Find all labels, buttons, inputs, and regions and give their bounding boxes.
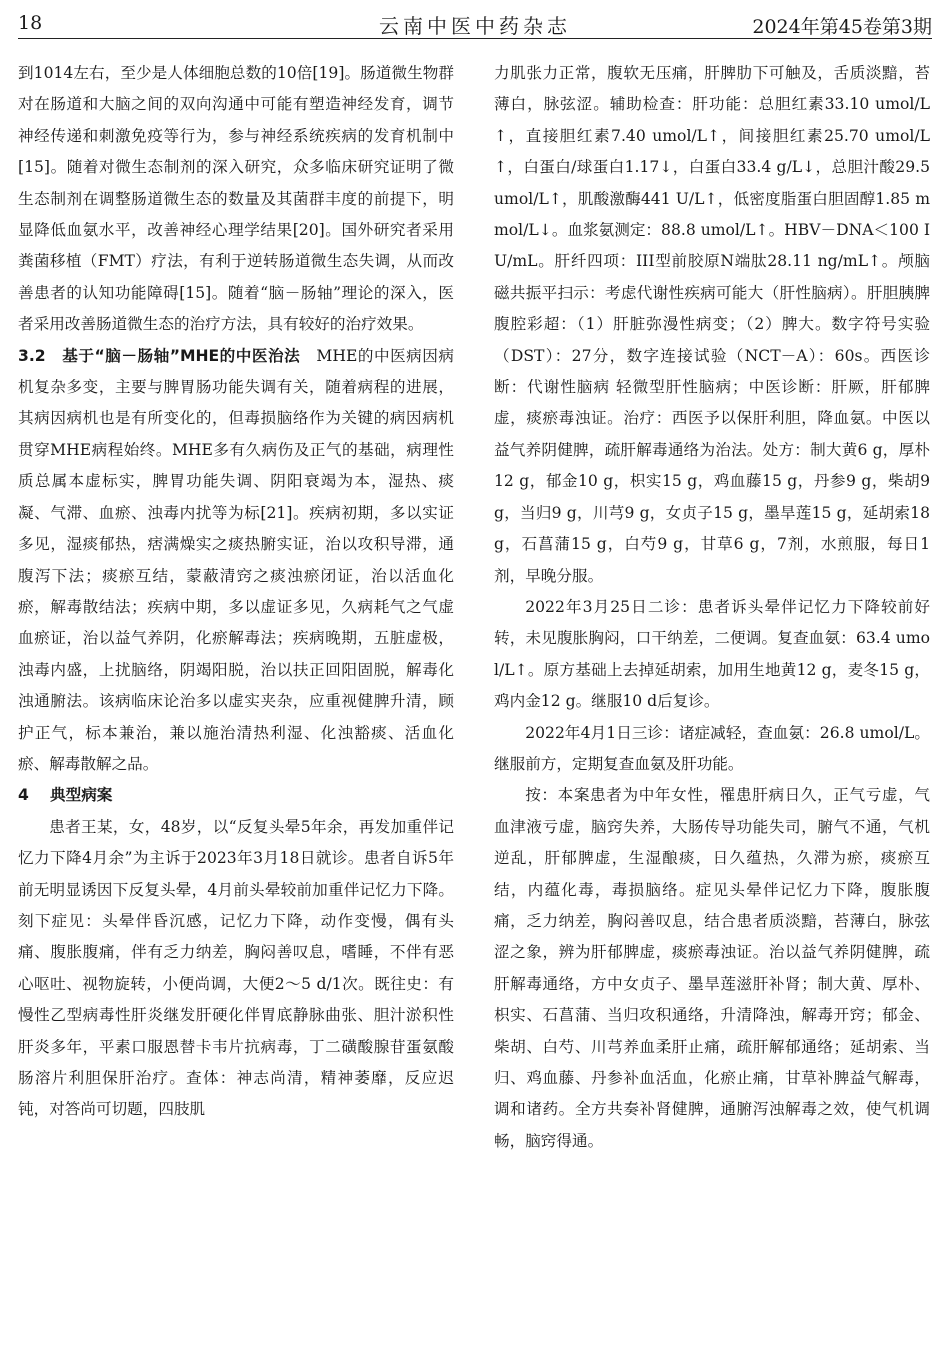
header-rule <box>18 38 932 39</box>
paragraph-microbiota: 到1014左右，至少是人体细胞总数的10倍[19]。肠道微生物群对在肠道和大脑之间的双向沟通中可能有塑造神经发育，调节神经传递和刺激免疫等行为，参与神经系统疾病的发育机制中[15]。随着对微生态制剂的深入研究，众多临床研究证明了微生态制剂在调整肠道微生态的数量及其菌群丰度的前提下，明显降低血氨水平，改善神经心理学结果[20]。国外研究者采用粪菌移植（FMT）疗法，有利于逆转肠道微生态失调，从而改善患者的认知功能障碍[15]。随着“脑－肠轴”理论的深入，医者采用改善肠道微生态的治疗方法，具有较好的治疗效果。 <box>18 64 454 334</box>
section-3-2-heading: 3.2 基于“脑－肠轴”MHE的中医治法 <box>18 346 301 365</box>
case-paragraph: 患者王某，女，48岁，以“反复头晕5年余，再发加重伴记忆力下降4月余”为主诉于2023年3月18日就诊。患者自诉5年前无明显诱因下反复头晕，4月前头晕较前加重伴记忆力下降。刻下症见：头晕伴昏沉感，记忆力下降，动作变慢，偶有头痛、腹胀腹痛，伴有乏力纳差，胸闷善叹息，嗜睡，不伴有恶心呕吐、视物旋转，小便尚调，大便2～5 d/1次。既往史：有慢性乙型病毒性肝炎继发肝硬化伴胃底静脉曲张、胆汁淤积性肝炎多年，平素口服恩替卡韦片抗病毒，丁二磺酸腺苷蛋氨酸肠溶片利胆保肝治疗。查体：神志尚清，精神萎靡，反应迟钝，对答尚可切题，四肢肌 <box>18 817 454 1119</box>
second-visit: 2022年3月25日二诊：患者诉头晕伴记忆力下降较前好转，未见腹胀胸闷，口干纳差，二便调。复查血氨：63.4 umol/L↑。原方基础上去掉延胡索，加用生地黄12 g，麦冬15 g，鸡内金12 g。继服10 d后复诊。 <box>494 597 930 711</box>
issue-info: 2024年第45卷第3期 <box>752 16 932 38</box>
journal-title: 云南中医中药杂志 <box>379 14 571 38</box>
commentary: 按：本案患者为中年女性，罹患肝病日久，正气亏虚，气血津液亏虚，脑窍失养，大肠传导功能失司，腑气不通，气机逆乱，肝郁脾虚，生湿酿痰，日久蕴热，久滞为瘀，痰瘀互结，内蕴化毒，毒损脑络。症见头晕伴记忆力下降，腹胀腹痛，乏力纳差，胸闷善叹息，结合患者质淡黯，苔薄白，脉弦涩之象，辨为肝郁脾虚，痰瘀毒浊证。治以益气养阴健脾，疏肝解毒通络，方中女贞子、墨旱莲滋肝补肾；制大黄、厚朴、枳实、石菖蒲、当归攻积通络，升清降浊，解毒开窍；郁金、柴胡、白芍、川芎养血柔肝止痛，疏肝解郁通络；延胡索、当归、鸡血藤、丹参补血活血，化瘀止痛，甘草补脾益气解毒，调和诸药。全方共奏补肾健脾，通腑泻浊解毒之效，使气机调畅，脑窍得通。 <box>494 786 930 1150</box>
page-number: 18 <box>18 12 43 34</box>
section-3-2-body: MHE的中医病因病机复杂多变，主要与脾胃肠功能失调有关，随着病程的进展，其病因病机也是有所变化的，但毒损脑络作为关键的病因病机贯穿MHE病程始终。MHE多有久病伤及正气的基础，病理性质总属本虚标实，脾胃功能失调、阴阳衰竭为本，湿热、痰凝、气滞、血瘀、浊毒内扰等为标[21]。疾病初期，多以实证多见，湿痰郁热，痞满燥实之痰热腑实证，治以攻积导滞，通腹泻下法；痰瘀互结，蒙蔽清窍之痰浊瘀闭证，治以活血化瘀，解毒散结法；疾病中期，多以虚证多见，久病耗气之气虚血瘀证，治以益气养阴，化瘀解毒法；疾病晚期，五脏虚极，浊毒内盛，上扰脑络，阴竭阳脱，治以扶正回阳固脱，解毒化浊通腑法。该病临床论治多以虚实夹杂，应重视健脾升清，顾护正气，标本兼治，兼以施治清热利湿、化浊豁痰、活血化瘀、解毒散解之品。 <box>18 346 454 773</box>
section-4-title: 典型病案 <box>50 786 113 805</box>
section-3-2 <box>18 341 454 781</box>
section-4-number: 4 <box>18 786 29 805</box>
section-4-heading <box>18 780 454 811</box>
right-column <box>494 58 930 1157</box>
case-paragraph-continued: 力肌张力正常，腹软无压痛，肝脾肋下可触及，舌质淡黯，苔薄白，脉弦涩。辅助检查：肝功能：总胆红素33.10 umol/L↑，直接胆红素7.40 umol/L↑，间接胆红素25.70 umol/L↑，白蛋白/球蛋白1.17↓，白蛋白33.4 g/L↓，总胆汁酸29.5 umol/L↑，肌酸激酶441 U/L↑，低密度脂蛋白胆固醇1.85 mmol/L↓。血浆氨测定：88.8 umol/L↑。HBV－DNA＜100 IU/mL。肝纤四项：III型前胶原N端肽28.11 ng/mL↑。颅脑磁共振平扫示：考虑代谢性疾病可能大（肝性脑病）。肝胆胰脾腹腔彩超：（1）肝脏弥漫性病变；（2）脾大。数字符号实验（DST）：27分，数字连接试验（NCT－A）：60s。西医诊断：代谢性脑病 轻微型肝性脑病；中医诊断：肝厥，肝郁脾虚，痰瘀毒浊证。治疗：西医予以保肝利胆，降血氨。中医以益气养阴健脾，疏肝解毒通络为治法。处方：制大黄6 g，厚朴12 g，郁金10 g，枳实15 g，鸡血藤15 g，丹参9 g，柴胡9 g，当归9 g，川芎9 g，女贞子15 g，墨旱莲15 g，延胡索18 g，石菖蒲15 g，白芍9 g，甘草6 g，7剂，水煎服，每日1剂，早晚分服。 <box>494 64 930 585</box>
left-column <box>18 58 454 1126</box>
third-visit: 2022年4月1日三诊：诸症减轻，查血氨：26.8 umol/L。继服前方，定期复查血氨及肝功能。 <box>494 723 930 773</box>
page-header <box>18 10 932 40</box>
